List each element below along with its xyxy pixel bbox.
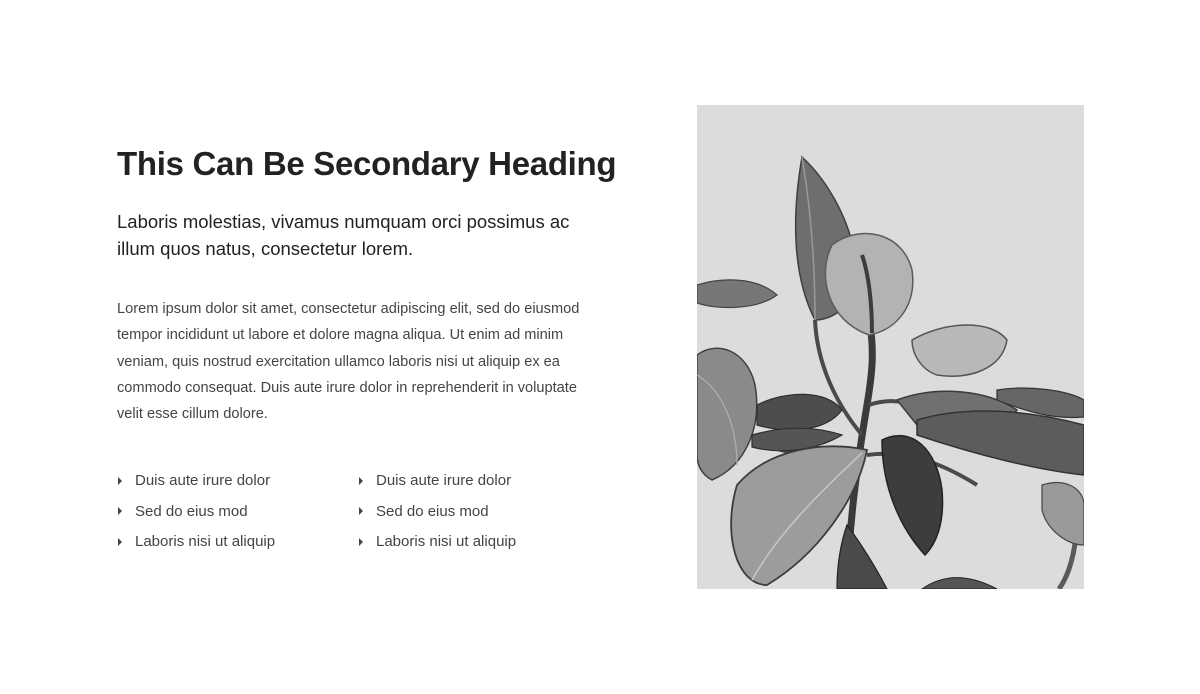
list-item [117,526,358,557]
body-paragraph: Lorem ipsum dolor sit amet, consectetur adipiscing elit, sed do eiusmod tempor incididunt ut labore et dolore magna aliqua. Ut enim ad minim veniam, quis nostrud exercitation ullamco laboris nisi ut aliquip ex ea commodo consequat. Duis aute irure dolor in reprehenderit in voluptate velit esse cillum dolore. [117,301,580,423]
feature-lists [117,465,617,557]
list-item [358,496,599,527]
list-item [358,526,599,557]
section-heading: This Can Be Secondary Heading [117,145,617,182]
caret-right-icon [359,507,363,515]
list-item-label: Sed do eius mod [376,502,489,520]
list-item [117,465,358,496]
list-item [358,465,599,496]
caret-right-icon [359,538,363,546]
list-item-label: Laboris nisi ut aliquip [135,533,276,551]
plant-illustration [697,105,1084,589]
feature-list-left [117,465,358,557]
plant-photo [697,105,1084,589]
caret-right-icon [118,507,122,515]
caret-right-icon [359,477,363,485]
content-column [117,138,617,557]
list-item-label: Duis aute irure dolor [376,472,512,490]
list-item-label: Laboris nisi ut aliquip [376,533,517,551]
lead-paragraph: Laboris molestias, vivamus numquam orci possimus ac illum quos natus, consectetur lorem. [117,211,570,259]
caret-right-icon [118,477,122,485]
list-item-label: Duis aute irure dolor [135,472,271,490]
list-item-label: Sed do eius mod [135,502,248,520]
list-item [117,496,358,527]
feature-list-right [358,465,599,557]
caret-right-icon [118,538,122,546]
